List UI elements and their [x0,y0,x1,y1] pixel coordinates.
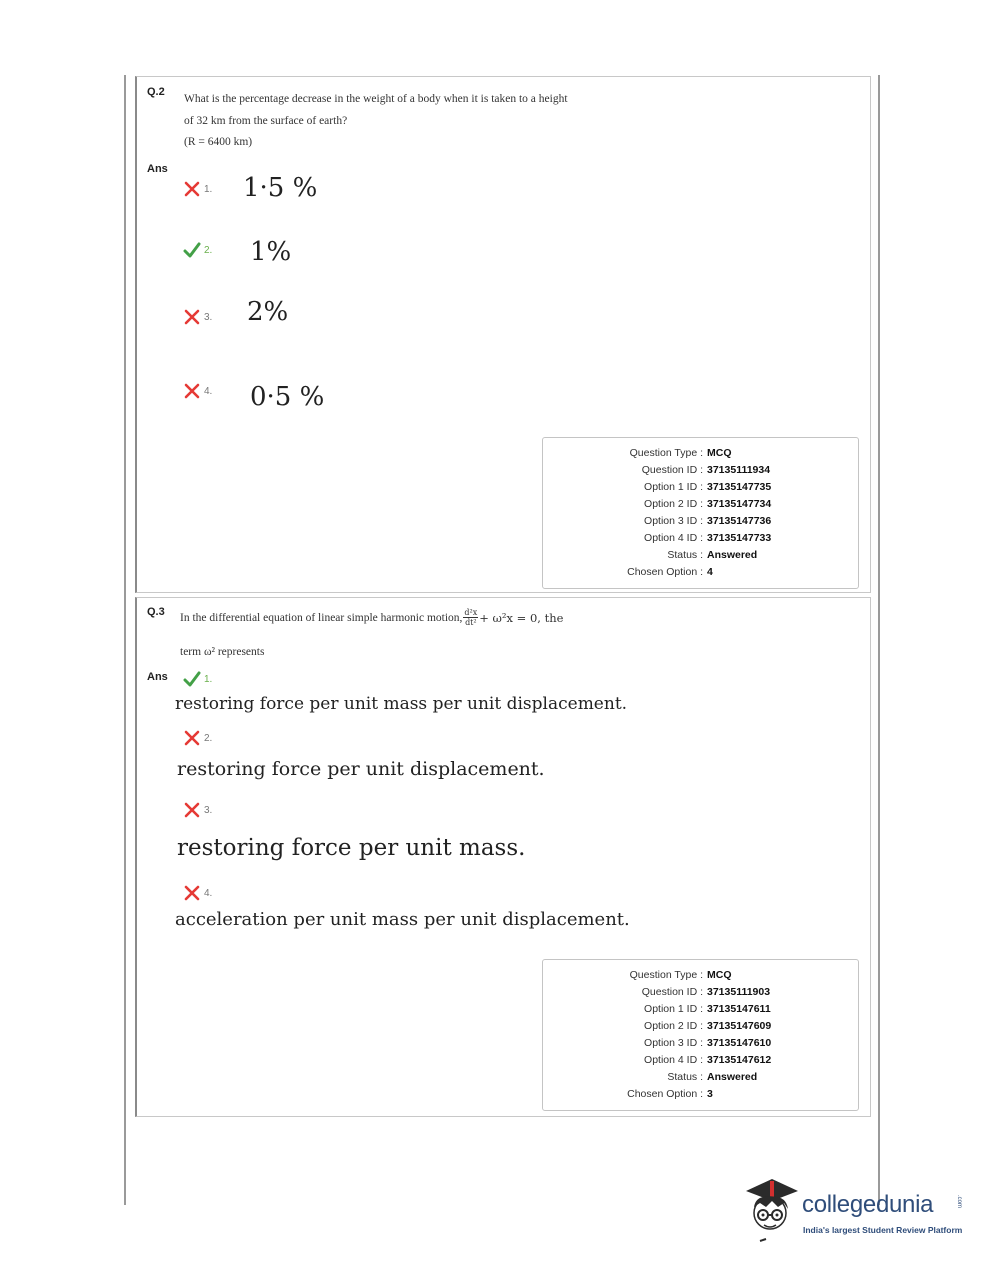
second-derivative-fraction: $\frac{\text{d²x}}{\text{dt²}}$ [464,608,478,627]
question-info-box: Question Type : MCQ Question ID : 37135111934 Option 1 ID : 37135147735 Option 2 ID : 37135147734 Option 3 ID : 37135147736 Option 4 ID : 37135147733 Status : Answered Chosen Option : 4 [542,437,859,589]
option-1 [183,670,212,688]
question-number: Q.3 [147,606,165,618]
option-1-text: restoring force per unit mass per unit displacement. [175,694,628,714]
question-text-line-2: term ω² represents [180,646,265,658]
option-4-text: 0·5 % [250,382,325,412]
logo-wordmark: collegedunia [802,1191,934,1218]
option-2 [183,241,212,259]
question-text-line-1: In the differential equation of linear simple harmonic motion, $\frac{\text{d²x}}{\text{dt²}}$ + ω²x = 0, the [180,608,564,627]
option-number: 1. [204,673,213,685]
option-4 [183,382,212,400]
option-3-text: restoring force per unit mass. [177,835,526,861]
option-number: 4. [204,887,213,899]
cross-icon [183,729,201,747]
cross-icon [183,308,201,326]
cross-icon [183,884,201,902]
option-1 [183,180,212,198]
option-number: 2. [204,732,213,744]
mascot-icon [742,1173,802,1245]
option-2 [183,729,212,747]
cross-icon [183,382,201,400]
cross-icon [183,180,201,198]
option-number: 1. [204,183,213,195]
logo-domain-suffix: .com [956,1195,962,1209]
question-text-line-2: of 32 km from the surface of earth? [184,115,348,127]
option-number: 3. [204,311,213,323]
question-info-box: Question Type : MCQ Question ID : 37135111903 Option 1 ID : 37135147611 Option 2 ID : 37135147609 Option 3 ID : 37135147610 Option 4 ID : 37135147612 Status : Answered Chosen Option : 3 [542,959,859,1111]
page-frame-right [878,75,880,1205]
option-3 [183,801,212,819]
check-icon [183,670,201,688]
option-1-text: 1·5 % [243,173,318,203]
option-2-text: 1% [250,237,292,267]
question-2-block [135,76,871,593]
option-4 [183,884,212,902]
question-number: Q.2 [147,86,165,98]
question-text-line-3: (R = 6400 km) [184,136,253,148]
question-3-block [135,597,871,1117]
answer-label: Ans [147,671,168,683]
collegedunia-logo [742,1173,982,1248]
page-frame-left [124,75,126,1205]
option-3 [183,308,212,326]
option-number: 3. [204,804,213,816]
option-4-text: acceleration per unit mass per unit displacement. [175,909,630,930]
cross-icon [183,801,201,819]
logo-tagline: India's largest Student Review Platform [803,1225,963,1235]
check-icon [183,241,201,259]
option-number: 4. [204,385,213,397]
question-text-line-1: What is the percentage decrease in the weight of a body when it is taken to a height [184,93,568,105]
option-2-text: restoring force per unit displacement. [177,758,545,780]
answer-label: Ans [147,163,168,175]
option-number: 2. [204,244,213,256]
option-3-text: 2% [247,297,289,327]
